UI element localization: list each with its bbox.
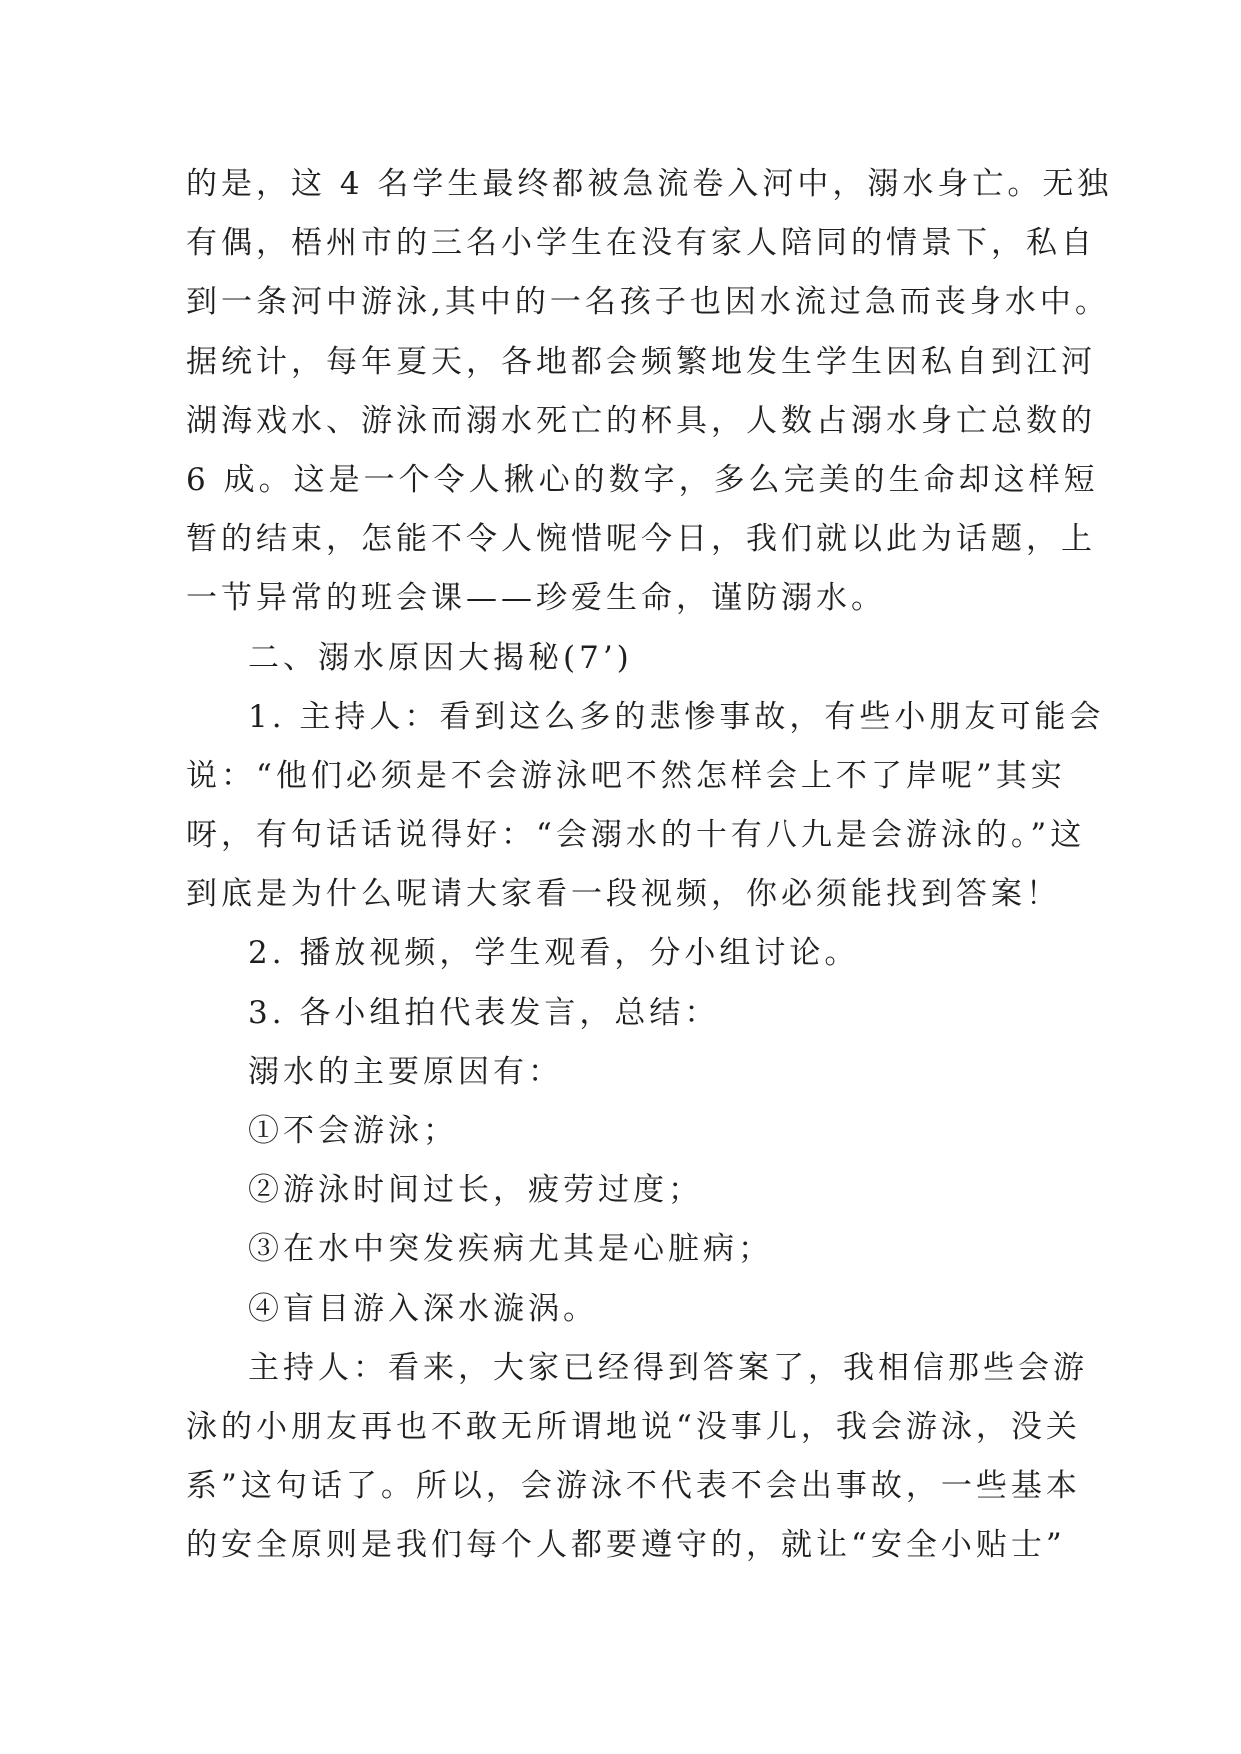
text-line: 的安全原则是我们每个人都要遵守的，就让“安全小贴士” (186, 1527, 1066, 1564)
list-item: ③在水中突发疾病尤其是心脏病； (248, 1231, 773, 1268)
section-heading: 二、溺水原因大揭秘(7’) (248, 639, 633, 676)
text-line: 到一条河中游泳,其中的一名孩子也因水流过急而丧身水中。 (186, 284, 1110, 321)
text-line: 3. 各小组拍代表发言，总结： (248, 994, 720, 1031)
text-line: 泳的小朋友再也不敢无所谓地说“没事儿，我会游泳，没关 (186, 1408, 1081, 1445)
list-item: ①不会游泳； (248, 1113, 458, 1149)
text-line: 系”这句话了。所以，会游泳不代表不会出事故，一些基本 (186, 1468, 1081, 1505)
text-line: 溺水的主要原因有： (248, 1053, 563, 1090)
text-line: 湖海戏水、游泳而溺水死亡的杯具，人数占溺水身亡总数的 (186, 402, 1096, 439)
text-line: 主持人：看来，大家已经得到答案了，我相信那些会游 (248, 1349, 1088, 1386)
text-line: 到底是为什么呢请大家看一段视频，你必须能找到答案！ (186, 876, 1061, 913)
text-line: 2. 播放视频，学生观看，分小组讨论。 (248, 935, 860, 972)
text-line: 6 成。这是一个令人揪心的数字，多么完美的生命却这样短 (186, 461, 1099, 498)
list-item: ②游泳时间过长，疲劳过度； (248, 1172, 703, 1209)
body-text (186, 155, 1113, 1576)
text-line: 暂的结束，怎能不令人惋惜呢今日，我们就以此为话题，上 (186, 521, 1096, 558)
text-line: 1. 主持人：看到这么多的悲惨事故，有些小朋友可能会 (248, 698, 1105, 735)
text-line: 的是，这 4 名学生最终都被急流卷入河中，溺水身亡。无独 (186, 166, 1113, 202)
list-item: ④盲目游入深水漩涡。 (248, 1290, 598, 1327)
text-line: 有偶，梧州市的三名小学生在没有家人陪同的情景下，私自 (186, 225, 1096, 262)
text-line: 一节异常的班会课——珍爱生命，谨防溺水。 (186, 580, 886, 617)
text-line: 说：“他们必须是不会游泳吧不然怎样会上不了岸呢”其实 (186, 757, 1066, 794)
text-line: 据统计，每年夏天，各地都会频繁地发生学生因私自到江河 (186, 343, 1096, 380)
text-line: 呀，有句话话说得好：“会溺水的十有八九是会游泳的。”这 (186, 817, 1086, 854)
